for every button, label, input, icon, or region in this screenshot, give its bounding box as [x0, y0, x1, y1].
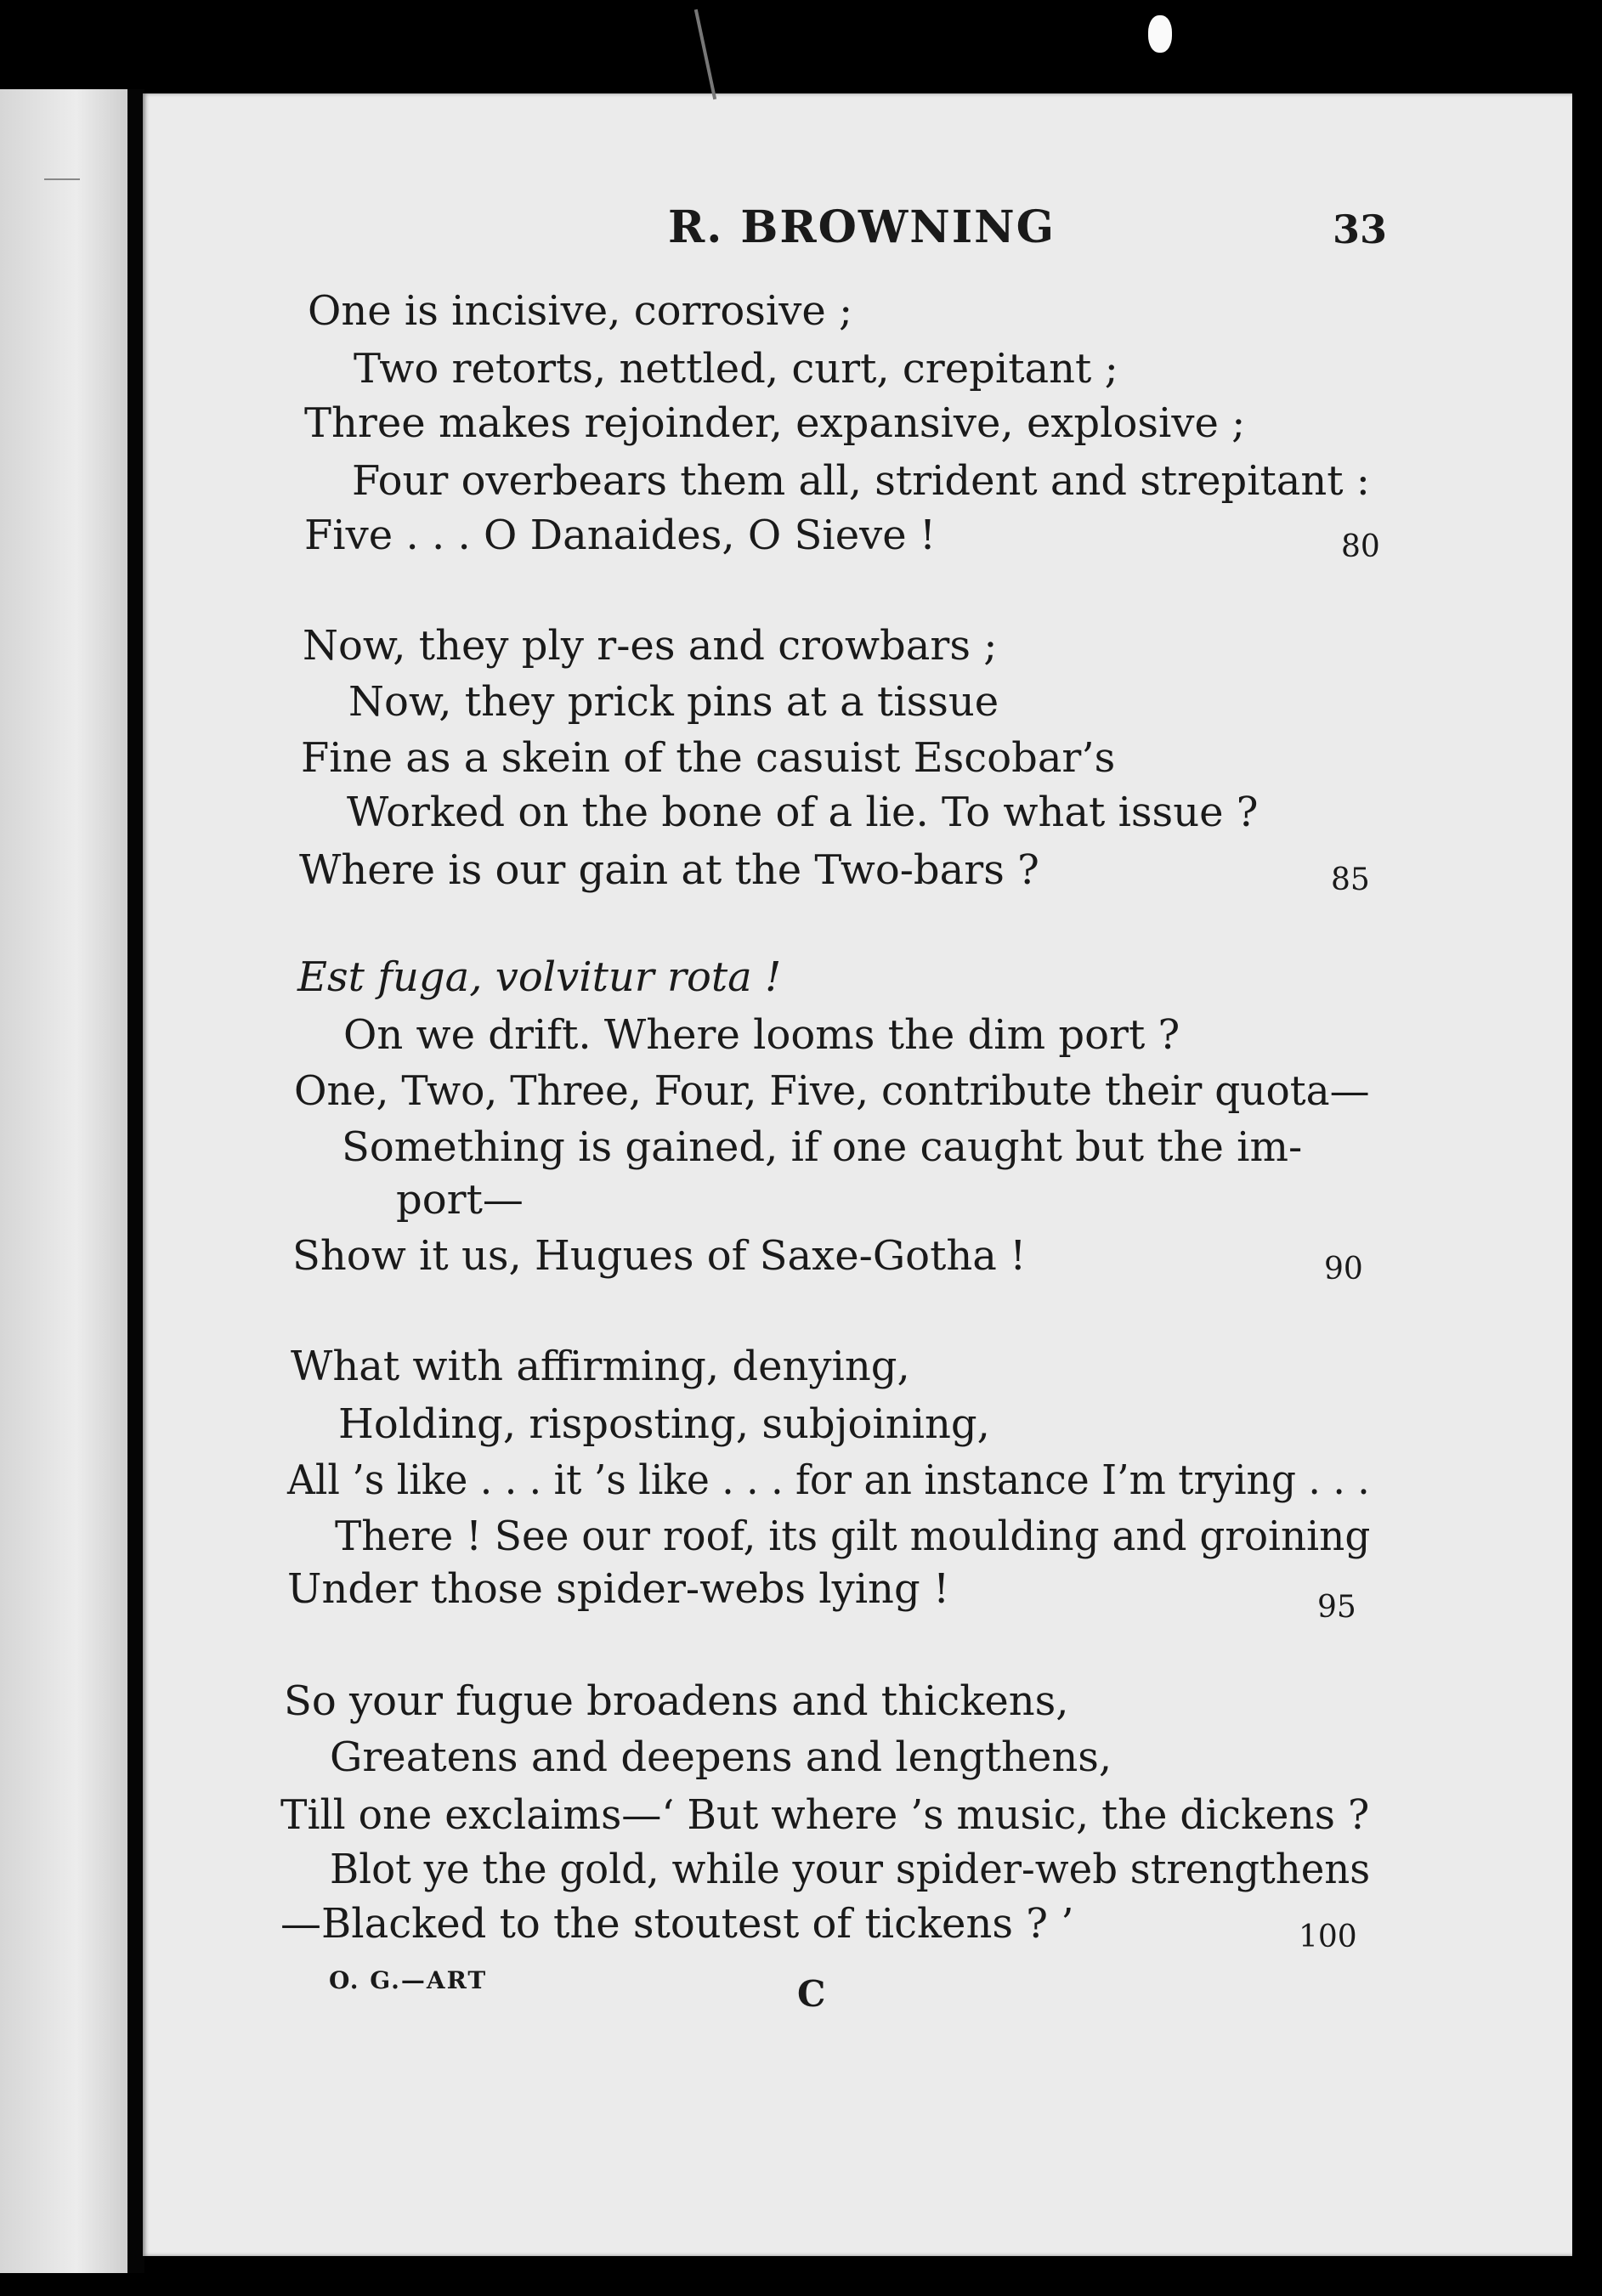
line-number: 100 [1299, 1920, 1357, 1954]
line-number: 80 [1341, 529, 1380, 564]
verse-line: Now, they prick pins at a tissue [348, 678, 999, 726]
verse-line: One is incisive, corrosive ; [308, 287, 853, 335]
verse-line: Blot ye the gold, while your spider-web strengthens [330, 1846, 1371, 1893]
verse-line: Three makes rejoinder, expansive, explosive ; [304, 399, 1246, 447]
verse-line: Five . . . O Danaides, O Sieve ! [304, 512, 937, 559]
verse-line: One, Two, Three, Four, Five, contribute their quota— [294, 1067, 1370, 1115]
verse-line: What with affirming, denying, [291, 1343, 910, 1390]
signature-letter: C [797, 1973, 826, 2015]
verse-line: Under those spider-webs lying ! [287, 1565, 950, 1613]
verse-line: Two retorts, nettled, curt, crepitant ; [354, 345, 1118, 393]
verse-line: Est fuga, volvitur rota ! [297, 953, 782, 1001]
verse-line: There ! See our roof, its gilt moulding and groining [335, 1513, 1371, 1560]
line-number: 95 [1317, 1590, 1356, 1625]
verse-line: Four overbears them all, strident and strepitant : [352, 457, 1370, 505]
line-number: 85 [1331, 862, 1370, 897]
page-number: 33 [1333, 206, 1388, 252]
verse-line: Till one exclaims—‘ But where ’s music, the dickens ? [280, 1791, 1370, 1839]
verse-line: Where is our gain at the Two-bars ? [299, 846, 1039, 894]
verse-line: —Blacked to the stoutest of tickens ? ’ [280, 1900, 1074, 1948]
printer-signature: O. G.—ART [329, 1966, 488, 1994]
verse-line: Greatens and deepens and lengthens, [330, 1733, 1112, 1781]
verse-line: All ’s like . . . it ’s like . . . for an instance I’m trying . . . [287, 1456, 1370, 1504]
verse-line: So your fugue broadens and thickens, [284, 1677, 1069, 1725]
verse-line: port— [396, 1176, 524, 1224]
verse-line: Show it us, Hugues of Saxe-Gotha ! [292, 1232, 1027, 1280]
verse-line: Holding, risposting, subjoining, [338, 1400, 990, 1448]
verse-line: On we drift. Where looms the dim port ? [343, 1011, 1180, 1059]
line-number: 90 [1324, 1252, 1363, 1287]
verse-line: Something is gained, if one caught but the im- [342, 1123, 1303, 1171]
running-title: R. BROWNING [668, 201, 1056, 253]
verse-line: Worked on the bone of a lie. To what issue ? [347, 789, 1259, 836]
verse-line: Fine as a skein of the casuist Escobar’s [301, 734, 1116, 782]
verse-line: Now, they ply r‐es and crowbars ; [303, 622, 998, 670]
